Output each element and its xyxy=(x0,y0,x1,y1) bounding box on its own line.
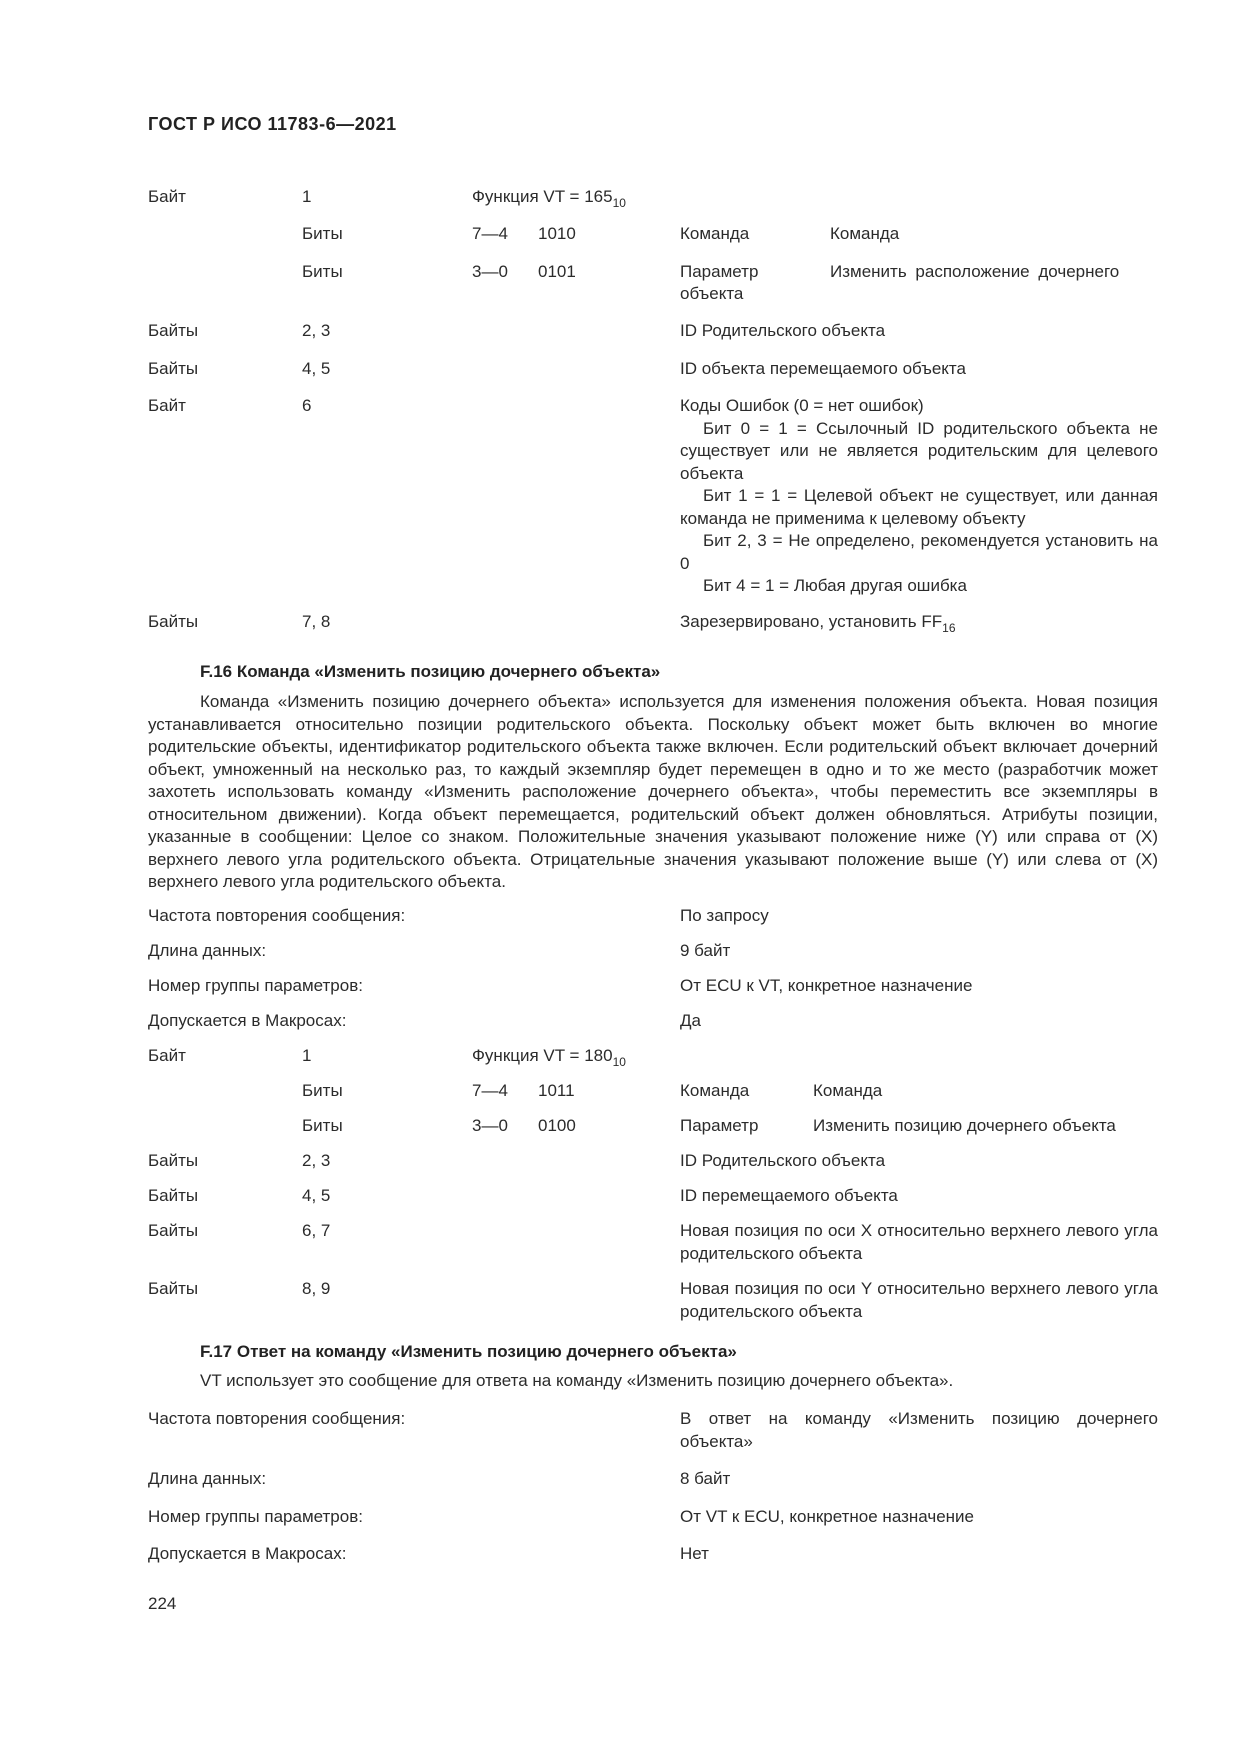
property-label: Номер группы параметров: xyxy=(148,976,363,995)
cell-function: Функция VT = $165_{10}$ xyxy=(472,187,626,210)
property-label: Допускается в Макросах: xyxy=(148,1011,347,1030)
property-label: Номер группы параметров: xyxy=(148,1507,363,1526)
cell-value: 1010 xyxy=(538,224,576,243)
cell-num: 6 xyxy=(302,396,312,415)
cell-num: 8, 9 xyxy=(302,1279,331,1298)
property-value: В ответ на команду «Изменить позицию дочернего объекта» xyxy=(680,1409,1158,1451)
cell-num: 2, 3 xyxy=(302,1151,331,1170)
cell-value: 1011 xyxy=(538,1081,575,1100)
cell-range: 3—0 xyxy=(472,262,508,281)
property-value: От VT к ECU, конкретное назначение xyxy=(680,1507,974,1526)
cell-desc: Команда xyxy=(813,1081,883,1100)
cell-num: 1 xyxy=(302,187,312,206)
error-code-line: Бит 4 = 1 = Любая другая ошибка xyxy=(703,576,967,595)
cell-desc: Команда xyxy=(830,224,900,243)
cell-label: Байты xyxy=(148,1221,199,1240)
document-header: ГОСТ Р ИСО 11783-6—2021 xyxy=(148,114,397,134)
property-value: По запросу xyxy=(680,906,769,925)
cell-label: Биты xyxy=(302,224,343,243)
cell-desc-cont: объекта xyxy=(680,284,744,303)
cell-label: Байты xyxy=(148,612,199,631)
cell-value: 0101 xyxy=(538,262,576,281)
cell-label: Биты xyxy=(302,1116,343,1135)
section-heading-f17: F.17 Ответ на команду «Изменить позицию дочернего объекта» xyxy=(200,1342,737,1361)
section-heading-f16: F.16 Команда «Изменить позицию дочернего объекта» xyxy=(200,662,661,681)
section-paragraph: Команда «Изменить позицию дочернего объекта» используется для изменения положения объекта. Новая позиция устанавливается относительно позиции родительского объекта. Поскольку объект может быть включен во многие родительские объекты, идентификатор родительского объекта также включен. Если родительский объект включает дочерний объект, умноженный на несколько раз, то каждый экземпляр будет перемещен в одно и то же место (разработчик может захотеть использовать команду «Изменить расположение дочернего объекта», чтобы переместить все экземпляры в относительном движении). Когда объект перемещается, родительский объект должен обновляться. Атрибуты позиции, указанные в сообщении: Целое со знаком. Положительные значения указывают положение ниже (Y) или справа от (X) верхнего левого угла родительского объекта. Отрицательные значения указывают положение выше (Y) или слева от (X) верхнего левого угла родительского объекта. xyxy=(148,692,1158,891)
cell-name: Параметр xyxy=(680,262,759,281)
property-label: Частота повторения сообщения: xyxy=(148,906,406,925)
property-label: Длина данных: xyxy=(148,941,267,960)
property-label: Допускается в Макросах: xyxy=(148,1544,347,1563)
section-paragraph: VT использует это сообщение для ответа на команду «Изменить позицию дочернего объекта». xyxy=(200,1371,954,1390)
cell-name: Команда xyxy=(680,224,750,243)
cell-range: 7—4 xyxy=(472,1081,508,1100)
property-value: Да xyxy=(680,1011,701,1030)
error-code-line: Бит 1 = 1 = Целевой объект не существует, или данная команда не применима к целевому объекту xyxy=(680,486,1158,528)
cell-label: Байты xyxy=(148,359,199,378)
cell-name: Команда xyxy=(680,1081,750,1100)
cell-label: Байт xyxy=(148,396,186,415)
error-codes xyxy=(680,395,1158,598)
property-label: Частота повторения сообщения: xyxy=(148,1409,406,1428)
cell-desc: ID объекта перемещаемого объекта xyxy=(680,359,966,378)
cell-desc: ID Родительского объекта xyxy=(680,321,886,340)
cell-label: Биты xyxy=(302,262,343,281)
cell-desc: Изменить позицию дочернего объекта xyxy=(813,1116,1116,1135)
property-label: Длина данных: xyxy=(148,1469,267,1488)
cell-range: 3—0 xyxy=(472,1116,508,1135)
property-value: 9 байт xyxy=(680,941,731,960)
property-value: 8 байт xyxy=(680,1469,731,1488)
cell-label: Биты xyxy=(302,1081,343,1100)
cell-num: 6, 7 xyxy=(302,1221,331,1240)
cell-num: 7, 8 xyxy=(302,612,331,631)
cell-desc: Новая позиция по оси X относительно верхнего левого угла родительского объекта xyxy=(680,1221,1158,1263)
cell-desc: ID Родительского объекта xyxy=(680,1151,886,1170)
cell-label: Байты xyxy=(148,1186,199,1205)
page-number: 224 xyxy=(148,1594,177,1613)
property-value: От ECU к VT, конкретное назначение xyxy=(680,976,973,995)
cell-num: 1 xyxy=(302,1046,312,1065)
cell-range: 7—4 xyxy=(472,224,508,243)
cell-label: Байты xyxy=(148,321,199,340)
error-code-line: Бит 2, 3 = Не определено, рекомендуется установить на 0 xyxy=(680,531,1158,573)
cell-label: Байт xyxy=(148,1046,186,1065)
cell-value: 0100 xyxy=(538,1116,576,1135)
cell-num: 4, 5 xyxy=(302,359,331,378)
cell-desc: Зарезервировано, установить $FF_{16}$ xyxy=(680,612,956,635)
cell-num: 2, 3 xyxy=(302,321,331,340)
cell-label: Байты xyxy=(148,1151,199,1170)
error-codes-title: Коды Ошибок (0 = нет ошибок) xyxy=(680,396,924,415)
cell-label: Байт xyxy=(148,187,186,206)
cell-name: Параметр xyxy=(680,1116,759,1135)
error-code-line: Бит 0 = 1 = Ссылочный ID родительского объекта не существует или не является родительским для целевого объекта xyxy=(680,418,1158,483)
property-value: Нет xyxy=(680,1544,709,1563)
cell-function: Функция VT = $180_{10}$ xyxy=(472,1046,626,1069)
cell-num: 4, 5 xyxy=(302,1186,331,1205)
cell-desc: Новая позиция по оси Y относительно верхнего левого угла родительского объекта xyxy=(680,1279,1158,1321)
cell-label: Байты xyxy=(148,1279,199,1298)
cell-desc: ID перемещаемого объекта xyxy=(680,1186,898,1205)
cell-desc: Изменить расположение дочернего xyxy=(830,262,1120,281)
